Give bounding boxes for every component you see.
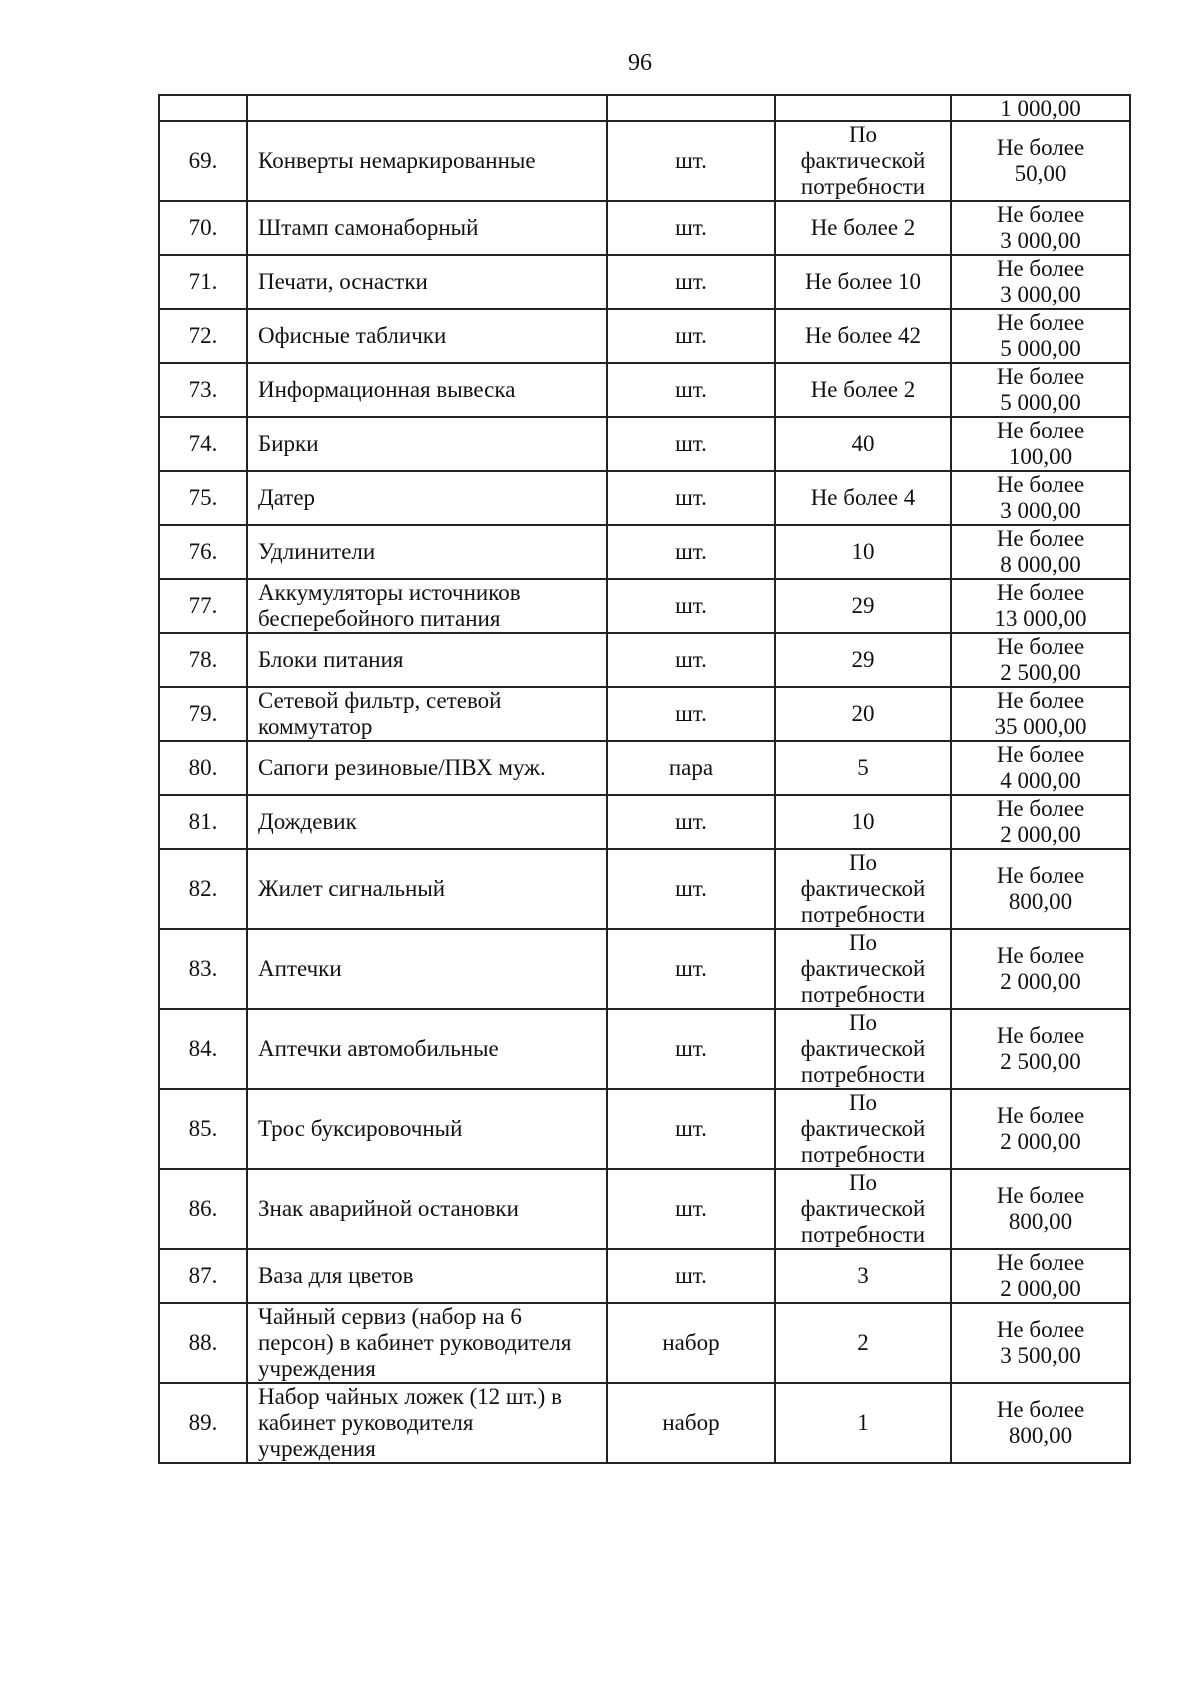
table-row [159, 121, 1130, 201]
cell-name [247, 309, 607, 363]
cell-quantity-line: Не более 4 [810, 485, 916, 510]
cell-name-line: Знак аварийной остановки [258, 1196, 519, 1221]
cell-name-line: Штамп самонаборный [258, 215, 479, 240]
cell-price-line: Не более [996, 364, 1085, 389]
cell-quantity-line: Не более 2 [810, 377, 916, 402]
cell-name [247, 95, 607, 121]
table-row [159, 849, 1130, 929]
table-row [159, 633, 1130, 687]
cell-price-line: Не более [996, 418, 1085, 443]
cell-price-line: Не более [996, 863, 1085, 888]
cell-unit: шт. [607, 255, 775, 309]
cell-unit: набор [607, 1303, 775, 1383]
cell-name-line: учреждения [258, 1356, 376, 1381]
table-row [159, 741, 1130, 795]
table-row [159, 471, 1130, 525]
cell-price [951, 309, 1130, 363]
cell-unit: шт. [607, 795, 775, 849]
table-row [159, 929, 1130, 1009]
cell-price [951, 1169, 1130, 1249]
cell-price-line: 2 000,00 [1000, 1129, 1081, 1154]
cell-price [951, 471, 1130, 525]
cell-name [247, 929, 607, 1009]
cell-price-line: 5 000,00 [1000, 390, 1081, 415]
table-row [159, 525, 1130, 579]
cell-price-line: 2 000,00 [1000, 822, 1081, 847]
cell-name-line: Жилет сигнальный [258, 876, 446, 901]
cell-number: 74. [159, 417, 247, 471]
cell-price-line: Не более [996, 1397, 1085, 1422]
cell-name [247, 849, 607, 929]
cell-name-line: коммутатор [258, 714, 373, 739]
cell-number: 73. [159, 363, 247, 417]
cell-name [247, 1249, 607, 1303]
cell-quantity [775, 849, 951, 929]
cell-quantity [775, 1383, 951, 1463]
cell-name-line: бесперебойного питания [258, 606, 501, 631]
cell-name-line: Датер [258, 485, 316, 510]
cell-price-line: 800,00 [1008, 1423, 1073, 1448]
cell-name [247, 121, 607, 201]
cell-name [247, 417, 607, 471]
cell-quantity-line: потребности [800, 1062, 926, 1087]
cell-price-line: 3 500,00 [1000, 1343, 1081, 1368]
cell-unit [607, 95, 775, 121]
cell-name-line: Трос буксировочный [258, 1116, 463, 1141]
cell-quantity [775, 95, 951, 121]
cell-quantity [775, 417, 951, 471]
cell-name [247, 1009, 607, 1089]
cell-quantity-line: По [848, 930, 878, 955]
table-row [159, 363, 1130, 417]
cell-quantity-line: фактической [800, 148, 926, 173]
cell-price [951, 633, 1130, 687]
cell-quantity-line: потребности [800, 902, 926, 927]
cell-quantity [775, 363, 951, 417]
cell-number: 81. [159, 795, 247, 849]
cell-number: 84. [159, 1009, 247, 1089]
cell-quantity-line: По [848, 850, 878, 875]
cell-price-line: 800,00 [1008, 889, 1073, 914]
cell-name-line: Аптечки автомобильные [258, 1036, 499, 1061]
cell-name [247, 1303, 607, 1383]
cell-price-line: 2 000,00 [1000, 969, 1081, 994]
cell-quantity [775, 795, 951, 849]
cell-price-line: Не более [996, 526, 1085, 551]
table-row [159, 687, 1130, 741]
cell-quantity-line: фактической [800, 1036, 926, 1061]
cell-price [951, 417, 1130, 471]
cell-number: 79. [159, 687, 247, 741]
cell-quantity-line: Не более 10 [804, 269, 922, 294]
cell-price-line: 2 500,00 [1000, 1049, 1081, 1074]
cell-quantity [775, 471, 951, 525]
cell-quantity-line: 1 [857, 1410, 869, 1435]
cell-quantity-line: потребности [800, 174, 926, 199]
cell-quantity-line: 29 [851, 647, 875, 672]
items-table-container [158, 94, 1131, 1464]
cell-number: 85. [159, 1089, 247, 1169]
cell-price [951, 201, 1130, 255]
cell-price [951, 795, 1130, 849]
table-row [159, 1009, 1130, 1089]
cell-quantity [775, 1089, 951, 1169]
cell-price-line: Не более [996, 943, 1085, 968]
cell-name-line: Дождевик [258, 809, 357, 834]
cell-unit: шт. [607, 579, 775, 633]
cell-number: 75. [159, 471, 247, 525]
cell-quantity [775, 633, 951, 687]
cell-price-line: Не более [996, 472, 1085, 497]
cell-quantity-line: По [848, 1090, 878, 1115]
cell-name-line: кабинет руководителя [258, 1410, 474, 1435]
cell-price-line: Не более [996, 1250, 1085, 1275]
cell-number: 76. [159, 525, 247, 579]
cell-unit: шт. [607, 1169, 775, 1249]
cell-name-line: Сапоги резиновые/ПВХ муж. [258, 755, 546, 780]
table-row [159, 795, 1130, 849]
cell-name-line: Сетевой фильтр, сетевой [258, 688, 502, 713]
cell-number: 86. [159, 1169, 247, 1249]
cell-unit: шт. [607, 929, 775, 1009]
cell-price-line: 13 000,00 [994, 606, 1087, 631]
cell-price-line: 35 000,00 [994, 714, 1087, 739]
cell-price-line: 3 000,00 [1000, 228, 1081, 253]
cell-quantity-line: потребности [800, 982, 926, 1007]
cell-quantity [775, 1303, 951, 1383]
table-row [159, 1383, 1130, 1463]
cell-quantity-line: 10 [851, 809, 875, 834]
cell-price-line: 2 000,00 [1000, 1276, 1081, 1301]
cell-quantity-line: потребности [800, 1222, 926, 1247]
cell-name-line: Набор чайных ложек (12 шт.) в [258, 1384, 562, 1409]
cell-quantity-line: 2 [857, 1330, 869, 1355]
cell-number: 80. [159, 741, 247, 795]
cell-price [951, 525, 1130, 579]
cell-name-line: Блоки питания [258, 647, 404, 672]
cell-number: 72. [159, 309, 247, 363]
cell-quantity [775, 579, 951, 633]
cell-price-line: 2 500,00 [1000, 660, 1081, 685]
cell-price-line: 5 000,00 [1000, 336, 1081, 361]
cell-number [159, 95, 247, 121]
cell-quantity [775, 121, 951, 201]
cell-quantity [775, 687, 951, 741]
cell-quantity-line: 3 [857, 1263, 869, 1288]
cell-unit: шт. [607, 1089, 775, 1169]
cell-number: 77. [159, 579, 247, 633]
cell-price [951, 849, 1130, 929]
cell-name [247, 363, 607, 417]
cell-price [951, 1089, 1130, 1169]
cell-price-line: Не более [996, 580, 1085, 605]
cell-price-line: Не более [996, 202, 1085, 227]
cell-name-line: Чайный сервиз (набор на 6 [258, 1304, 522, 1329]
cell-price [951, 255, 1130, 309]
cell-quantity [775, 525, 951, 579]
cell-price-line: 100,00 [1008, 444, 1073, 469]
cell-quantity-line: 40 [851, 431, 875, 456]
cell-price [951, 929, 1130, 1009]
cell-name [247, 201, 607, 255]
cell-price-line: Не более [996, 1317, 1085, 1342]
cell-price-line: 50,00 [1014, 161, 1067, 186]
items-table [158, 94, 1131, 1464]
cell-price [951, 1009, 1130, 1089]
cell-quantity [775, 1009, 951, 1089]
cell-name [247, 579, 607, 633]
cell-quantity-line: По [848, 1170, 878, 1195]
cell-name [247, 255, 607, 309]
cell-unit: шт. [607, 201, 775, 255]
cell-quantity [775, 1169, 951, 1249]
cell-unit: шт. [607, 633, 775, 687]
cell-quantity [775, 741, 951, 795]
cell-unit: шт. [607, 849, 775, 929]
cell-name [247, 633, 607, 687]
cell-price [951, 363, 1130, 417]
cell-price-line: Не более [996, 1023, 1085, 1048]
cell-price [951, 121, 1130, 201]
cell-quantity-line: 5 [857, 755, 869, 780]
cell-quantity [775, 929, 951, 1009]
cell-price-line: Не более [996, 1183, 1085, 1208]
cell-unit: шт. [607, 417, 775, 471]
cell-quantity-line: 29 [851, 593, 875, 618]
cell-name-line: Информационная вывеска [258, 377, 516, 402]
cell-name-line: Офисные таблички [258, 323, 447, 348]
cell-name [247, 687, 607, 741]
cell-number: 82. [159, 849, 247, 929]
cell-number: 87. [159, 1249, 247, 1303]
cell-name [247, 1383, 607, 1463]
cell-name [247, 471, 607, 525]
cell-quantity-line: По [848, 122, 878, 147]
cell-price-line: Не более [996, 742, 1085, 767]
cell-price [951, 741, 1130, 795]
cell-number: 89. [159, 1383, 247, 1463]
cell-price [951, 1303, 1130, 1383]
cell-name-line: Ваза для цветов [258, 1263, 414, 1288]
cell-price: 1 000,00 [951, 95, 1130, 121]
cell-unit: набор [607, 1383, 775, 1463]
cell-unit: шт. [607, 1249, 775, 1303]
cell-unit: шт. [607, 471, 775, 525]
table-row-continuation [159, 95, 1130, 121]
cell-number: 71. [159, 255, 247, 309]
cell-number: 83. [159, 929, 247, 1009]
cell-name [247, 795, 607, 849]
cell-quantity-line: Не более 2 [810, 215, 916, 240]
cell-quantity-line: потребности [800, 1142, 926, 1167]
cell-price-line: 3 000,00 [1000, 498, 1081, 523]
cell-price-line: Не более [996, 1103, 1085, 1128]
cell-quantity-line: фактической [800, 1116, 926, 1141]
cell-name [247, 1089, 607, 1169]
cell-quantity [775, 1249, 951, 1303]
cell-name-line: Аккумуляторы источников [258, 580, 521, 605]
table-row [159, 309, 1130, 363]
cell-quantity-line: фактической [800, 1196, 926, 1221]
cell-quantity-line: Не более 42 [804, 323, 922, 348]
cell-price-line: 4 000,00 [1000, 768, 1081, 793]
cell-unit: шт. [607, 687, 775, 741]
cell-price-line: Не более [996, 634, 1085, 659]
cell-quantity-line: 10 [851, 539, 875, 564]
cell-name-line: Печати, оснастки [258, 269, 428, 294]
cell-price-line: Не более [996, 135, 1085, 160]
cell-price [951, 579, 1130, 633]
cell-quantity-line: фактической [800, 956, 926, 981]
cell-number: 69. [159, 121, 247, 201]
cell-price-line: 3 000,00 [1000, 282, 1081, 307]
cell-price-line: Не более [996, 310, 1085, 335]
cell-price-line: 800,00 [1008, 1209, 1073, 1234]
cell-name-line: Бирки [258, 431, 319, 456]
cell-name-line: Конверты немаркированные [258, 148, 536, 173]
cell-name [247, 741, 607, 795]
table-row [159, 417, 1130, 471]
cell-number: 70. [159, 201, 247, 255]
page-number: 96 [628, 50, 652, 76]
cell-name-line: персон) в кабинет руководителя [258, 1330, 572, 1355]
cell-name [247, 1169, 607, 1249]
cell-price-line: 8 000,00 [1000, 552, 1081, 577]
cell-price-line: Не более [996, 796, 1085, 821]
cell-price-line: Не более [996, 688, 1085, 713]
cell-name [247, 525, 607, 579]
cell-unit: шт. [607, 1009, 775, 1089]
cell-quantity [775, 255, 951, 309]
table-row [159, 1303, 1130, 1383]
cell-name-line: учреждения [258, 1436, 376, 1461]
table-row [159, 1089, 1130, 1169]
cell-quantity-line: фактической [800, 876, 926, 901]
cell-unit: шт. [607, 121, 775, 201]
cell-unit: шт. [607, 525, 775, 579]
cell-quantity-line: 20 [851, 701, 875, 726]
cell-name-line: Удлинители [258, 539, 376, 564]
cell-price [951, 1383, 1130, 1463]
cell-unit: шт. [607, 309, 775, 363]
cell-price [951, 1249, 1130, 1303]
table-row [159, 255, 1130, 309]
cell-quantity-line: По [848, 1010, 878, 1035]
table-row [159, 201, 1130, 255]
cell-unit: шт. [607, 363, 775, 417]
cell-name-line: Аптечки [258, 956, 342, 981]
table-row [159, 1169, 1130, 1249]
cell-unit: пара [607, 741, 775, 795]
cell-quantity [775, 309, 951, 363]
table-row [159, 1249, 1130, 1303]
cell-price-line: Не более [996, 256, 1085, 281]
cell-number: 78. [159, 633, 247, 687]
cell-quantity [775, 201, 951, 255]
cell-number: 88. [159, 1303, 247, 1383]
cell-price [951, 687, 1130, 741]
table-row [159, 579, 1130, 633]
